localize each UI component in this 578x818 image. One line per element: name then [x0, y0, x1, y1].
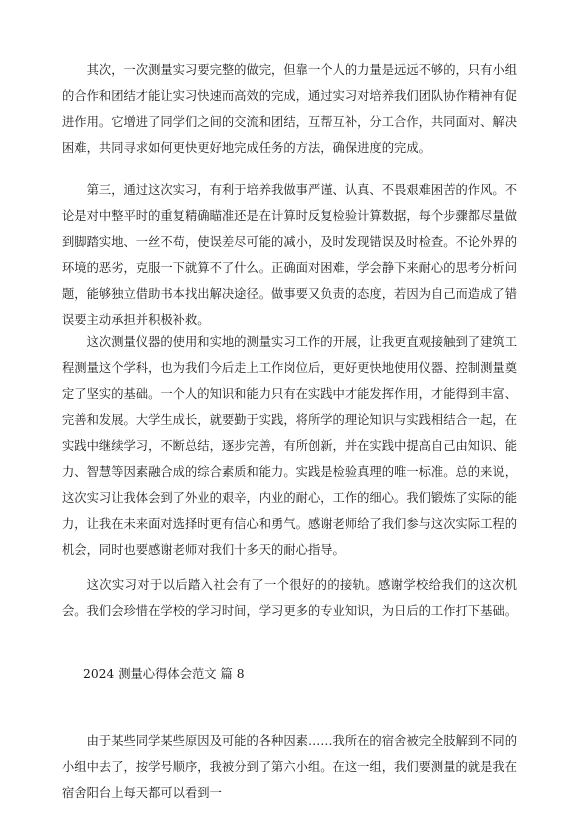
section-heading: 2024 测量心得体会范文 篇 8 — [83, 667, 245, 681]
paragraph-teamwork: 其次，一次测量实习要完整的做完，但靠一个人的力量是远远不够的，只有小组的合作和团结才能让实习快速而高效的完成，通过实习对培养我们团队协作精神有促进作用。它增进了同学们之间的交流和团结，互帮互补，分工合作，共同面对、解决困难，共同寻求如何更快更好地完成任务的方法，确保进度的完成。 — [62, 63, 517, 155]
paragraph-rigor: 第三，通过这次实习，有利于培养我做事严谨、认真、不畏艰难困苦的作风。不论是对中整平时的重复精确瞄准还是在计算时反复检验计算数据，每个步骤都尽量做到脚踏实地、一丝不苟，使误差尽可能的减小，及时发现错误及时检查。不论外界的环境的恶劣，克服一下就算不了什么。正确面对困难，学会静下来耐心的思考分析问题，能够独立借助书本找出解决途径。做事要又负责的态度，若因为自己而造成了错误要主动承担并积极补救。 — [62, 183, 517, 327]
paragraph-gratitude: 这次实习对于以后踏入社会有了一个很好的的接轨。感谢学校给我们的这次机会。我们会珍惜在学校的学习时间，学习更多的专业知识，为日后的工作打下基础。 — [62, 578, 517, 618]
paragraph-practice: 这次测量仪器的使用和实地的测量实习工作的开展，让我更直观接触到了建筑工程测量这个学科，也为我们今后走上工作岗位后，更好更快地使用仪器、控制测量奠定了坚实的基础。一个人的知识和能力只有在实践中才能发挥作用，才能得到丰富、完善和发展。大学生成长，就要勤于实践，将所学的理论知识与实践相结合一起，在实践中继续学习，不断总结，逐步完善，有所创新，并在实践中提高自己由知识、能力、智慧等因素融合成的综合素质和能力。实践是检验真理的唯一标准。总的来说，这次实习让我体会到了外业的艰辛，内业的耐心，工作的细心。我们锻炼了实际的能力，让我在未来面对选择时更有信心和勇气。感谢老师给了我们参与这次实际工程的机会，同时也要感谢老师对我们十多天的耐心指导。 — [62, 335, 517, 557]
paragraph-group-assignment: 由于某些同学某些原因及可能的各种因素……我所在的宿舍被完全肢解到不同的小组中去了，按学号顺序，我被分到了第六小组。在这一组，我们要测量的就是我在宿舍阳台上每天都可以看到一 — [62, 734, 517, 800]
